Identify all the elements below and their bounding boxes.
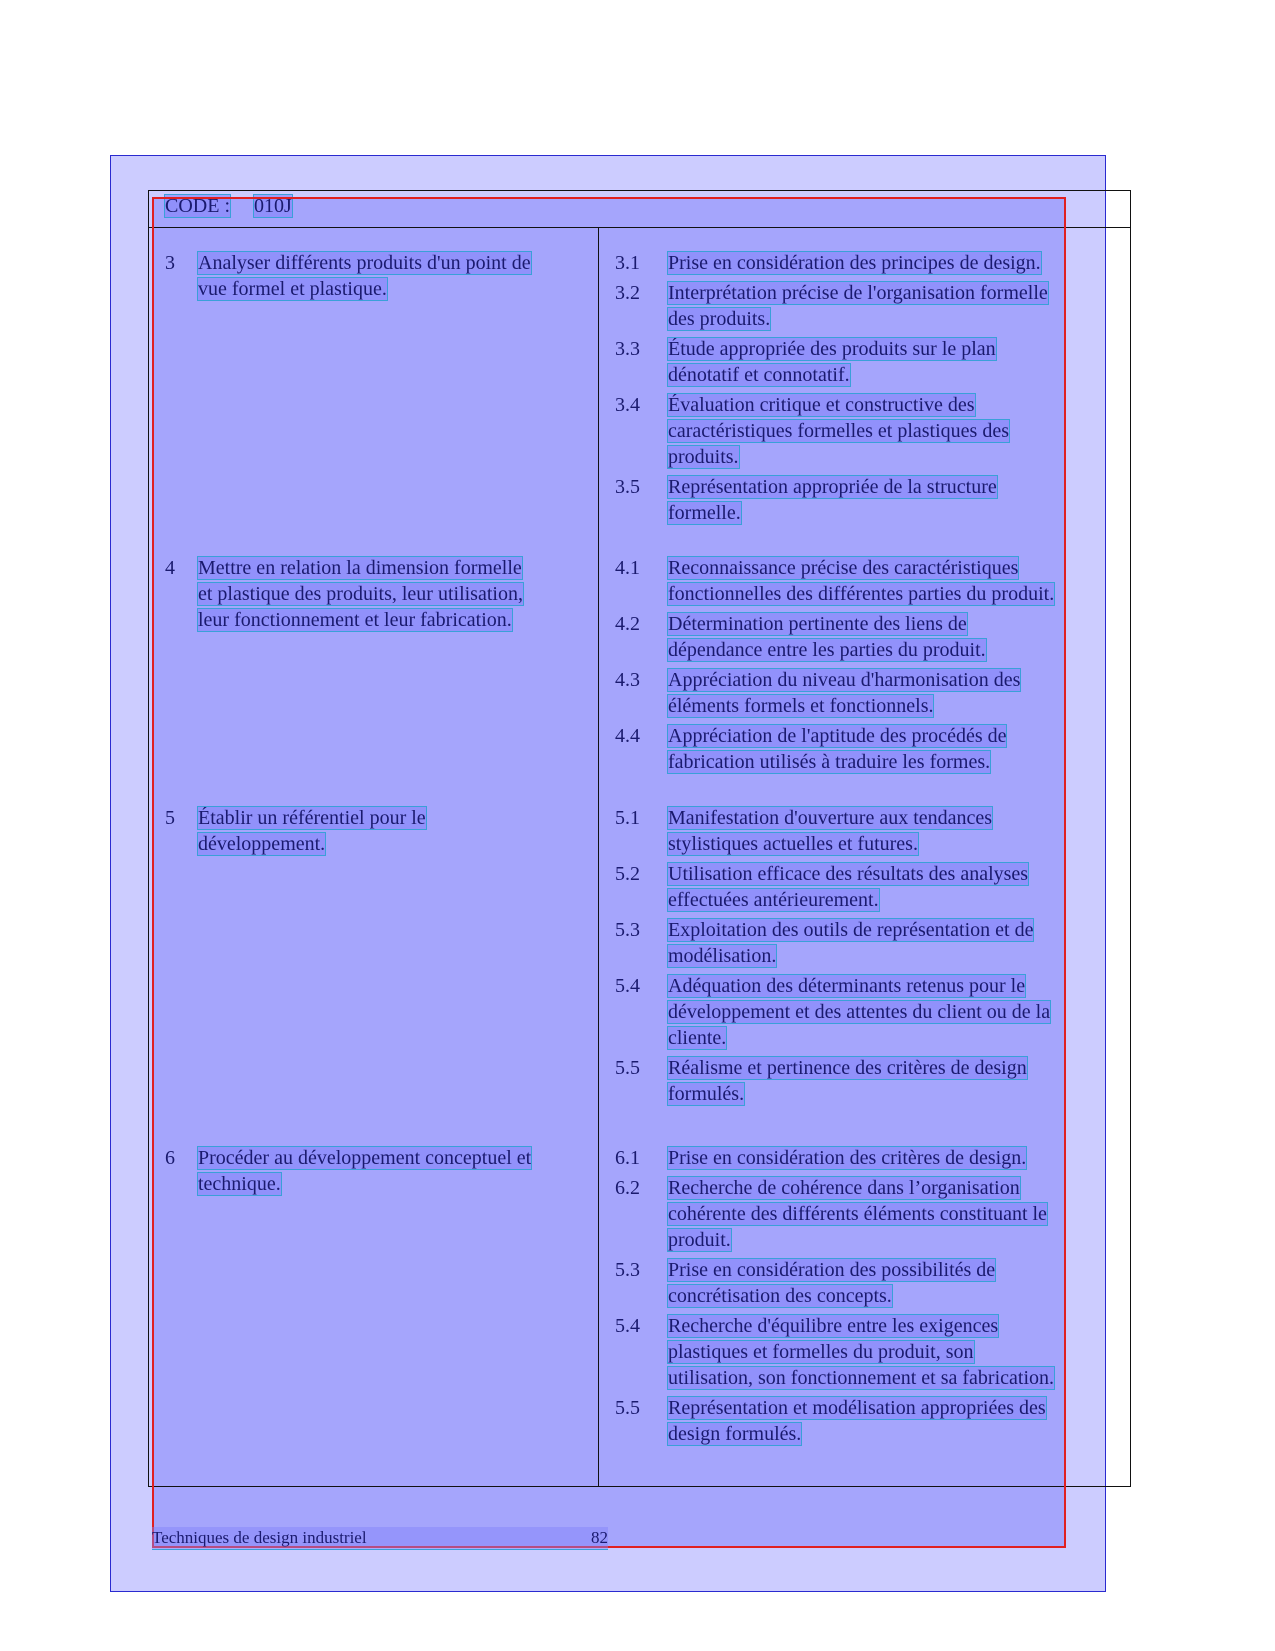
criterion-text: Prise en considération des possibilités de (668, 1259, 996, 1281)
criterion-text: Prise en considération des principes de design. (668, 252, 1041, 274)
criterion-number: 3.5 (615, 476, 640, 498)
criterion-number: 5.1 (615, 807, 640, 829)
criterion-text: Interprétation précise de l'organisation formelle (668, 282, 1048, 304)
criterion-text: Utilisation efficace des résultats des analyses (668, 863, 1029, 885)
criterion-number: 5.5 (615, 1057, 640, 1079)
criterion-number: 5.2 (615, 863, 640, 885)
criterion-text: dénotatif et connotatif. (668, 364, 850, 386)
criterion-text: Appréciation de l'aptitude des procédés de (668, 725, 1007, 747)
criterion-text: Recherche de cohérence dans l’organisation (668, 1177, 1020, 1199)
criterion-text: stylistiques actuelles et futures. (668, 833, 918, 855)
selection-box (152, 197, 1066, 1548)
criterion-text: modélisation. (668, 945, 777, 967)
criterion-text: concrétisation des concepts. (668, 1285, 892, 1307)
code-value: 010J (254, 195, 292, 217)
criterion-text: Appréciation du niveau d'harmonisation des (668, 669, 1021, 691)
criterion-text: utilisation, son fonctionnement et sa fabrication. (668, 1367, 1055, 1389)
competence-text: Analyser différents produits d'un point de (198, 252, 531, 274)
criterion-number: 3.1 (615, 252, 640, 274)
competence-text: Procéder au développement conceptuel et (198, 1147, 532, 1169)
criterion-text: Prise en considération des critères de design. (668, 1147, 1027, 1169)
competence-text: Mettre en relation la dimension formelle (198, 557, 522, 579)
criterion-number: 4.2 (615, 613, 640, 635)
code-label: CODE : (165, 195, 230, 217)
criterion-text: dépendance entre les parties du produit. (668, 639, 986, 661)
criterion-number: 3.3 (615, 338, 640, 360)
page-footer (152, 1527, 608, 1550)
criterion-number: 5.4 (615, 1315, 640, 1337)
competence-text: et plastique des produits, leur utilisation, (198, 583, 523, 605)
criterion-number: 3.2 (615, 282, 640, 304)
criterion-text: Adéquation des déterminants retenus pour le (668, 975, 1026, 997)
criterion-text: Évaluation critique et constructive des (668, 394, 975, 416)
criterion-text: design formulés. (668, 1423, 802, 1445)
criterion-text: Représentation et modélisation appropriées des (668, 1397, 1046, 1419)
criterion-text: plastiques et formelles du produit, son (668, 1341, 974, 1363)
competence-number: 6 (165, 1147, 175, 1169)
competence-number: 5 (165, 807, 175, 829)
criterion-number: 4.1 (615, 557, 640, 579)
criterion-number: 6.2 (615, 1177, 640, 1199)
criterion-text: produit. (668, 1229, 731, 1251)
competence-text: développement. (198, 833, 326, 855)
criterion-text: développement et des attentes du client ou de la (668, 1001, 1051, 1023)
criterion-number: 5.3 (615, 919, 640, 941)
footer-page-number: 82 (591, 1528, 608, 1547)
criterion-text: cliente. (668, 1027, 727, 1049)
criterion-text: fabrication utilisés à traduire les formes. (668, 751, 991, 773)
criterion-number: 5.4 (615, 975, 640, 997)
criterion-number: 5.3 (615, 1259, 640, 1281)
criterion-text: Étude appropriée des produits sur le plan (668, 338, 996, 360)
criterion-text: Manifestation d'ouverture aux tendances (668, 807, 993, 829)
criterion-text: effectuées antérieurement. (668, 889, 879, 911)
criterion-text: formulés. (668, 1083, 745, 1105)
criterion-text: fonctionnelles des différentes parties du produit. (668, 583, 1055, 605)
criterion-text: formelle. (668, 502, 741, 524)
criterion-text: Détermination pertinente des liens de (668, 613, 967, 635)
competence-text: vue formel et plastique. (198, 278, 387, 300)
criterion-text: produits. (668, 446, 739, 468)
criterion-number: 6.1 (615, 1147, 640, 1169)
footer-program: Techniques de design industriel (152, 1528, 367, 1547)
criterion-text: Recherche d'équilibre entre les exigences (668, 1315, 999, 1337)
criterion-text: Reconnaissance précise des caractéristiques (668, 557, 1019, 579)
competence-text: technique. (198, 1173, 281, 1195)
criterion-number: 4.3 (615, 669, 640, 691)
criterion-text: éléments formels et fonctionnels. (668, 695, 934, 717)
criterion-text: Représentation appropriée de la structure (668, 476, 997, 498)
criterion-number: 3.4 (615, 394, 640, 416)
criterion-number: 4.4 (615, 725, 640, 747)
criterion-text: Réalisme et pertinence des critères de design (668, 1057, 1027, 1079)
criterion-text: cohérente des différents éléments constituant le (668, 1203, 1047, 1225)
criterion-text: Exploitation des outils de représentation et de (668, 919, 1034, 941)
competence-number: 3 (165, 252, 175, 274)
competence-number: 4 (165, 557, 175, 579)
competence-text: leur fonctionnement et leur fabrication. (198, 609, 512, 631)
criterion-text: des produits. (668, 308, 771, 330)
competence-text: Établir un référentiel pour le (198, 807, 426, 829)
criterion-text: caractéristiques formelles et plastiques des (668, 420, 1009, 442)
criterion-number: 5.5 (615, 1397, 640, 1419)
